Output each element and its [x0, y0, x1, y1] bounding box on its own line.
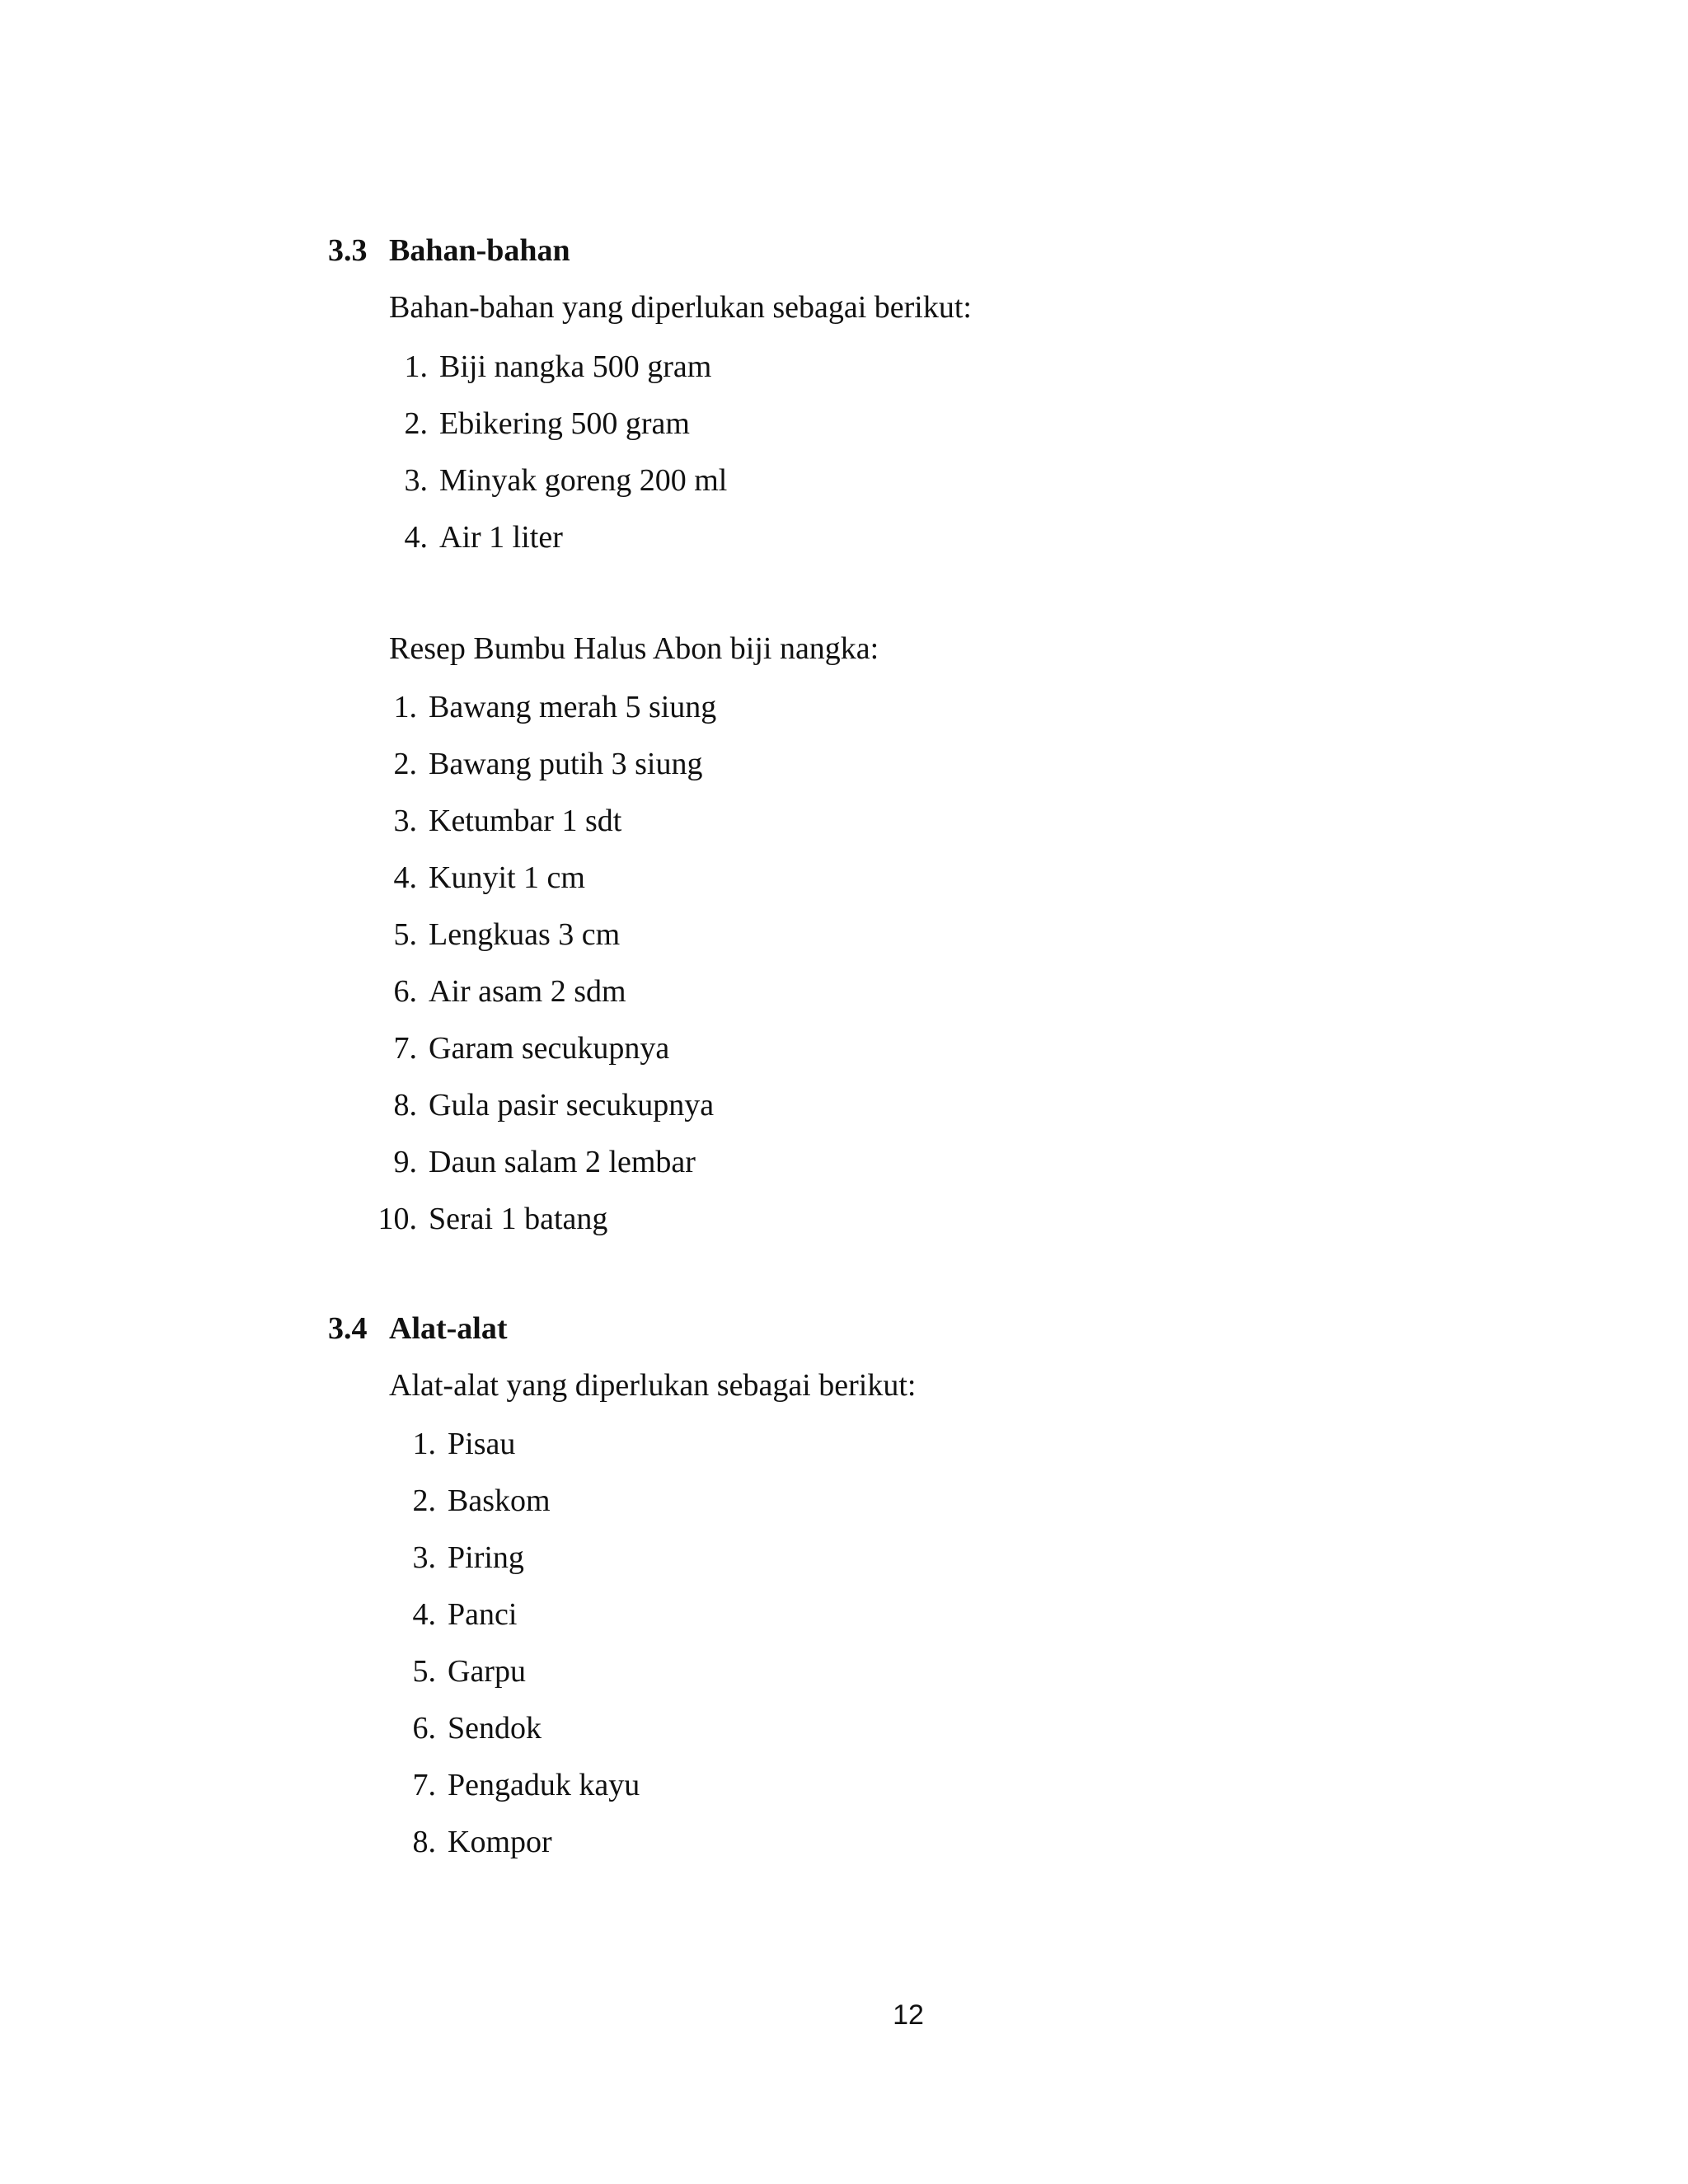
item-text: Kunyit 1 cm	[429, 860, 585, 895]
item-number: 5.	[393, 917, 417, 952]
list-item	[393, 1088, 716, 1146]
item-number: 9.	[393, 1145, 417, 1179]
section-number: 3.4	[328, 1311, 368, 1346]
item-number: 3.	[412, 1540, 436, 1575]
list-item	[404, 349, 727, 408]
list-item	[393, 690, 717, 748]
list-item	[377, 1202, 716, 1260]
item-number: 3.	[404, 463, 428, 498]
item-text: Panci	[448, 1597, 518, 1632]
item-text: Garam secukupnya	[429, 1031, 670, 1066]
section-title: Bahan-bahan	[389, 233, 570, 268]
list-item	[404, 406, 727, 465]
item-number: 8.	[412, 1825, 436, 1859]
item-text: Minyak goreng 200 ml	[439, 463, 728, 498]
alat-list	[412, 1427, 640, 1883]
section-number: 3.3	[328, 233, 368, 268]
item-text: Piring	[448, 1540, 524, 1575]
item-text: Kompor	[448, 1825, 552, 1859]
item-number: 6.	[412, 1711, 436, 1746]
list-item	[393, 804, 716, 862]
item-number: 1.	[404, 349, 428, 384]
bumbu-list	[377, 690, 717, 1260]
item-text: Garpu	[448, 1654, 526, 1689]
item-number: 7.	[412, 1768, 436, 1802]
item-number: 8.	[393, 1088, 417, 1122]
list-item	[393, 860, 716, 919]
bahan-list	[404, 349, 728, 579]
item-text: Lengkuas 3 cm	[429, 917, 621, 952]
item-number: 1.	[412, 1427, 436, 1461]
section-heading-bahan	[328, 235, 570, 266]
item-text: Bawang putih 3 siung	[429, 747, 703, 781]
list-item	[412, 1768, 640, 1826]
bumbu-intro: Resep Bumbu Halus Abon biji nangka:	[389, 631, 879, 666]
item-text: Serai 1 batang	[429, 1202, 608, 1236]
list-item	[412, 1427, 640, 1485]
section-title: Alat-alat	[389, 1311, 508, 1346]
item-text: Daun salam 2 lembar	[429, 1145, 696, 1179]
item-text: Air 1 liter	[439, 520, 563, 555]
list-item	[393, 1145, 716, 1203]
list-item	[393, 747, 716, 805]
item-text: Baskom	[448, 1483, 551, 1518]
item-number: 3.	[393, 804, 417, 838]
item-text: Ketumbar 1 sdt	[429, 804, 622, 838]
alat-intro: Alat-alat yang diperlukan sebagai berikut:	[389, 1368, 917, 1403]
list-item	[412, 1711, 640, 1769]
item-text: Ebikering 500 gram	[439, 406, 690, 441]
list-item	[393, 1031, 716, 1090]
list-item	[393, 974, 716, 1033]
item-number: 2.	[393, 747, 417, 781]
item-text: Air asam 2 sdm	[429, 974, 626, 1009]
item-text: Sendok	[448, 1711, 542, 1746]
item-number: 2.	[412, 1483, 436, 1518]
item-text: Biji nangka 500 gram	[439, 349, 712, 384]
list-item	[412, 1540, 640, 1599]
list-item	[412, 1825, 640, 1883]
item-number: 7.	[393, 1031, 417, 1066]
item-number: 2.	[404, 406, 428, 441]
item-text: Pengaduk kayu	[448, 1768, 640, 1802]
item-number: 1.	[393, 690, 417, 724]
list-item	[412, 1654, 640, 1713]
list-item	[404, 463, 728, 522]
list-item	[393, 917, 716, 976]
item-text: Gula pasir secukupnya	[429, 1088, 715, 1122]
page-number: 12	[893, 1999, 924, 2031]
bahan-intro: Bahan-bahan yang diperlukan sebagai berikut:	[389, 290, 972, 325]
item-text: Bawang merah 5 siung	[429, 690, 717, 724]
list-item	[404, 520, 727, 579]
item-number: 4.	[412, 1597, 436, 1632]
section-heading-alat	[328, 1313, 508, 1344]
item-number: 6.	[393, 974, 417, 1009]
item-number: 4.	[393, 860, 417, 895]
item-text: Pisau	[448, 1427, 516, 1461]
item-number: 4.	[404, 520, 428, 555]
list-item	[412, 1597, 640, 1656]
item-number: 10.	[377, 1202, 417, 1236]
list-item	[412, 1483, 640, 1542]
item-number: 5.	[412, 1654, 436, 1689]
